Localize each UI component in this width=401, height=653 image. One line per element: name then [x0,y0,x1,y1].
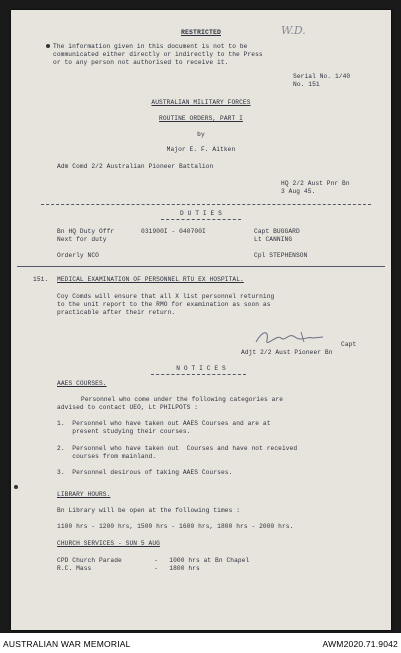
aaes-intro-2: advised to contact UEO, Lt PHILPOTS : [57,404,199,411]
serial-number: Serial No. 1/40 [293,73,351,80]
handwritten-annotation: W.D. [281,24,306,37]
divider-top [41,204,371,205]
footer-institution: AUSTRALIAN WAR MEMORIAL [3,639,131,649]
force-name: AUSTRALIAN MILITARY FORCES [151,99,251,106]
library-line-2: 1100 hrs - 1200 hrs, 1500 hrs - 1600 hrs, 1800 hrs - 2000 hrs. [57,523,294,530]
library-heading: LIBRARY HOURS. [57,491,111,498]
duty-person: Lt CANNING [254,236,293,243]
order-number: No. 151 [293,81,320,88]
duty-role: Next for duty [57,236,107,243]
duty-person: Cpl STEPHENSON [254,252,308,259]
duties-heading: D U T I E S [180,210,222,217]
item-number: 151. [33,276,49,283]
item-body-1: Coy Comds will ensure that all X list personnel returning [57,293,275,300]
restricted-header: RESTRICTED [180,29,221,36]
item-body-2: to the unit report to the RMO for examination as soon as [57,301,271,308]
service-name: R.C. Mass [57,565,92,572]
church-heading: CHURCH SERVICES - SUN 5 AUG [57,540,160,547]
signature-rank: Capt [341,341,357,348]
hq-line-2: 3 Aug 45. [281,188,316,195]
service-time: - 1800 hrs [154,565,200,572]
duty-time: 031900I - 040700I [141,228,206,235]
by-line: by [197,131,205,138]
document-title: ROUTINE ORDERS, PART I [159,115,243,122]
service-name: CPD Church Parade [57,557,122,564]
restriction-line-1: The information given in this document is not to be [53,43,248,50]
notices-heading: N O T I C E S [176,365,226,372]
list-item: present studying their courses. [57,428,191,435]
list-item: courses from mainland. [57,453,157,460]
list-item: 3. Personnel desirous of taking AAES Courses. [57,469,233,476]
command-line: Adm Comd 2/2 Australian Pioneer Battalion [57,163,214,170]
aaes-heading: AAES COURSES. [57,380,107,387]
signature-image [251,328,331,350]
archive-footer [0,633,401,653]
officer-name: Major E. F. Aitken [166,146,236,153]
list-item: 1. Personnel who have taken out AAES Courses and are at [57,420,271,427]
punch-hole-mark [14,485,18,489]
document-page [11,10,391,630]
service-time: - 1000 hrs at Bn Chapel [154,557,250,564]
restriction-line-2: communicated either directly or indirectly to the Press [53,51,263,58]
duty-role: Bn HQ Duty Offr [57,228,115,235]
item-body-3: practicable after their return. [57,309,176,316]
duty-person: Capt BUGGARD [254,228,300,235]
notices-underline [151,374,246,375]
duties-underline [161,219,241,220]
item-heading: MEDICAL EXAMINATION OF PERSONNEL RTU EX HOSPITAL. [57,276,244,283]
footer-accession-number: AWM2020.71.9042 [322,639,398,649]
aaes-intro-1: Personnel who come under the following categories are [81,396,284,403]
duty-role: Orderly NCO [57,252,99,259]
adjutant-line: Adjt 2/2 Aust Pioneer Bn [241,349,333,356]
list-item: 2. Personnel who have taken out Courses and have not received [57,445,298,452]
punch-hole-mark [46,44,50,48]
hq-line-1: HQ 2/2 Aust Pnr Bn [281,180,350,187]
library-line-1: Bn Library will be open at the following times : [57,507,241,514]
restriction-line-3: or to any person not authorised to receive it. [53,59,229,66]
divider-solid [17,266,385,267]
